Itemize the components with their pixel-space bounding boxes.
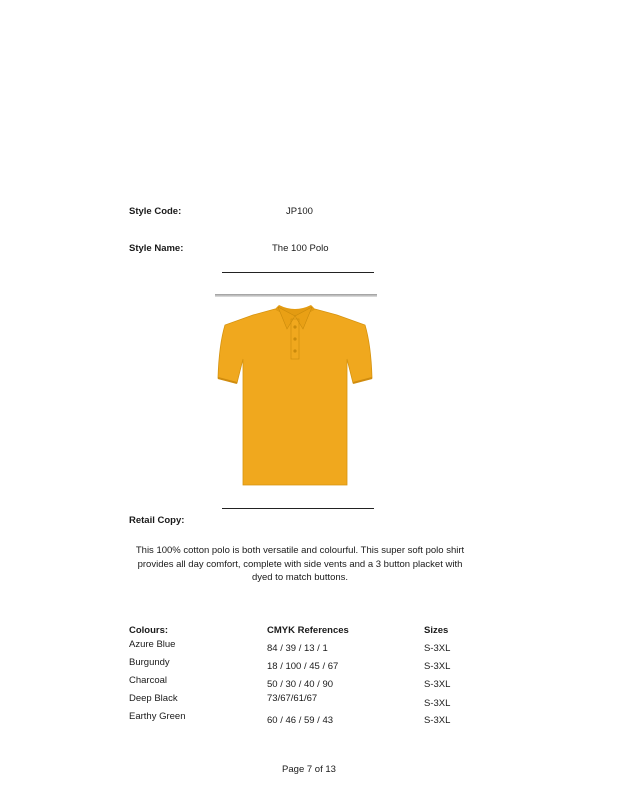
shirt-body <box>218 309 372 485</box>
retail-copy-text: This 100% cotton polo is both versatile and colourful. This super soft polo shirt provides all day comfort, complete with side vents and a 3 button placket with dyed to match buttons. <box>135 545 465 583</box>
colour-name: Charcoal <box>129 675 168 686</box>
size-range: S-3XL <box>424 715 451 726</box>
page-number: Page 7 of 13 <box>282 764 336 775</box>
colour-name: Azure Blue <box>129 639 176 650</box>
button-2 <box>293 337 296 340</box>
size-range: S-3XL <box>424 643 451 654</box>
image-top-rule <box>215 294 377 297</box>
button-3 <box>293 349 296 352</box>
style-code-label: Style Code: <box>129 206 182 217</box>
colour-name: Earthy Green <box>129 711 186 722</box>
size-range: S-3XL <box>424 698 451 709</box>
size-range: S-3XL <box>424 679 451 690</box>
cmyk-value: 60 / 46 / 59 / 43 <box>267 715 334 726</box>
colour-name: Deep Black <box>129 693 178 704</box>
style-name-value: The 100 Polo <box>272 243 329 254</box>
colour-name: Burgundy <box>129 657 170 668</box>
size-range: S-3XL <box>424 661 451 672</box>
sizes-header: Sizes <box>424 625 449 636</box>
cmyk-value: 84 / 39 / 13 / 1 <box>267 643 328 654</box>
cmyk-value: 18 / 100 / 45 / 67 <box>267 661 339 672</box>
colours-header: Colours: <box>129 625 169 636</box>
bottom-divider <box>222 508 374 509</box>
retail-copy-label: Retail Copy: <box>129 515 185 526</box>
style-name-label: Style Name: <box>129 243 184 254</box>
cmyk-header: CMYK References <box>267 625 349 636</box>
style-code-value: JP100 <box>286 206 313 217</box>
top-divider <box>222 272 374 273</box>
cmyk-value: 50 / 30 / 40 / 90 <box>267 679 334 690</box>
polo-shirt-image <box>215 303 377 489</box>
button-1 <box>293 325 296 328</box>
cmyk-value: 73/67/61/67 <box>267 693 318 704</box>
